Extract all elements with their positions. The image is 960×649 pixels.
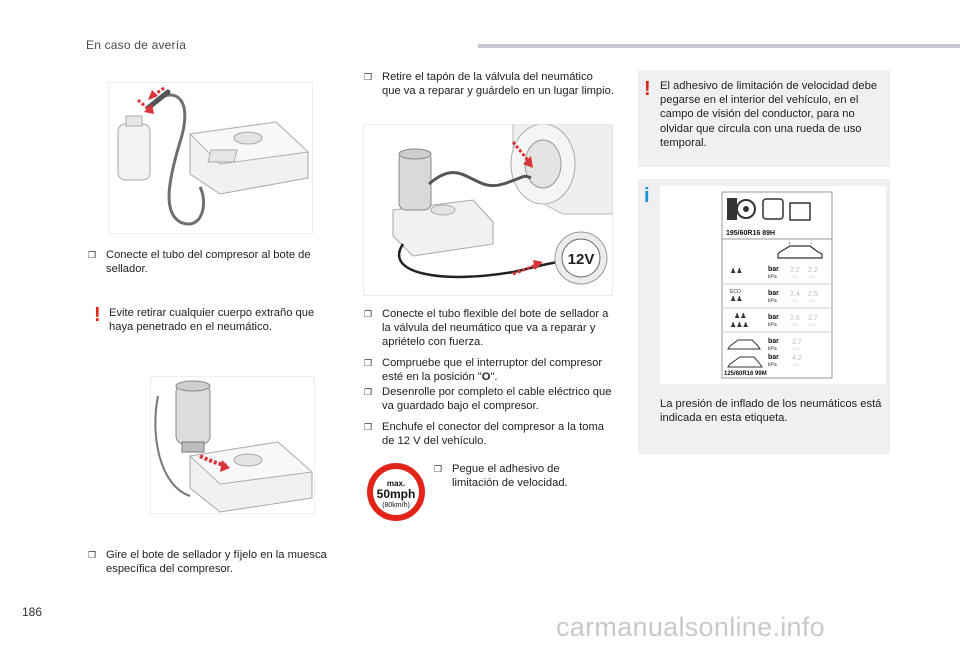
checkbox-bullet-icon: ❒ — [434, 464, 443, 474]
info-pressure-label: La presión de inflado de los neumáticos está indicada en esta etiqueta. — [660, 398, 882, 425]
sticker-kmh: (80km/h) — [382, 502, 410, 509]
svg-text:2.2: 2.2 — [790, 267, 800, 274]
tyre-size-main: 195/60R16 89H — [726, 230, 776, 237]
svg-text:2.2: 2.2 — [808, 267, 818, 274]
info-panel — [638, 179, 890, 454]
svg-text:4.2: 4.2 — [792, 355, 802, 362]
svg-text:2.6: 2.6 — [790, 315, 800, 322]
tyre-size-spare: 125/80R16 99M — [724, 371, 767, 377]
info-icon: i — [644, 185, 650, 207]
svg-text:♟♟: ♟♟ — [730, 296, 743, 303]
svg-text:420: 420 — [793, 362, 800, 367]
compressor-bottle-illustration — [108, 82, 313, 234]
step-unroll-cable: ❒ Desenrolle por completo el cable eléctrico que va guardado bajo el compresor. — [364, 386, 612, 413]
svg-text:kPa: kPa — [768, 298, 777, 304]
checkbox-bullet-icon: ❒ — [364, 387, 373, 397]
svg-text:bar: bar — [768, 266, 779, 273]
checkbox-bullet-icon: ❒ — [364, 309, 373, 319]
svg-text:240: 240 — [791, 298, 798, 303]
compressor-to-tyre-illustration — [363, 124, 613, 296]
step-apply-sticker: ❒ Pegue el adhesivo de limitación de velocidad. — [434, 463, 568, 490]
warning-icon: ! — [644, 78, 651, 100]
svg-text:↓: ↓ — [788, 240, 791, 246]
checkbox-bullet-icon: ❒ — [88, 250, 97, 260]
step-plug-12v: ❒ Enchufe el conector del compresor a la toma de 12 V del vehículo. — [364, 421, 605, 448]
svg-text:270: 270 — [793, 346, 800, 351]
svg-text:260: 260 — [791, 322, 798, 327]
speed-limit-sticker — [366, 462, 426, 522]
header-bar — [478, 44, 960, 48]
checkbox-bullet-icon: ❒ — [364, 72, 373, 82]
step-turn-bottle: ❒ Gire el bote de sellador y fíjelo en la muesca específica del compresor. — [88, 549, 327, 576]
svg-text:bar: bar — [768, 314, 779, 321]
svg-text:bar: bar — [768, 338, 779, 345]
svg-text:♟♟♟: ♟♟♟ — [730, 322, 749, 329]
step-check-switch: ❒ Compruebe que el interruptor del compresor esté en la posición "O". — [364, 357, 603, 384]
warning-icon: ! — [94, 304, 101, 326]
svg-text:220: 220 — [791, 274, 798, 279]
section-title: En caso de avería — [86, 38, 187, 52]
svg-text:kPa: kPa — [768, 362, 777, 368]
svg-text:270: 270 — [809, 322, 816, 327]
warning-foreign-body: Evite retirar cualquier cuerpo extraño que haya penetrado en el neumático. — [109, 307, 315, 334]
step-remove-valve-cap: ❒ Retire el tapón de la válvula del neumático que va a reparar y guárdelo en un lugar limpio. — [364, 71, 614, 98]
step-connect-tube: ❒ Conecte el tubo del compresor al bote de sellador. — [88, 249, 311, 276]
warning-sticker-placement: El adhesivo de limitación de velocidad debe pegarse en el interior del vehículo, en el campo de visión del conductor, para no olvidar que circula con una rueda de uso temporal. — [660, 80, 878, 149]
svg-text:2.7: 2.7 — [808, 315, 818, 322]
svg-text:2.5: 2.5 — [808, 291, 818, 298]
page-number: 186 — [22, 605, 43, 619]
svg-text:ECO: ECO — [730, 289, 741, 295]
tyre-pressure-label — [660, 186, 886, 384]
sticker-speed: 50mph — [376, 487, 416, 501]
svg-text:kPa: kPa — [768, 274, 777, 280]
svg-text:220: 220 — [809, 274, 816, 279]
svg-text:bar: bar — [768, 290, 779, 297]
step-connect-hose: ❒ Conecte el tubo flexible del bote de sellador a la válvula del neumático que va a reparar y apriételo con fuerza. — [364, 308, 609, 349]
svg-text:250: 250 — [809, 298, 816, 303]
socket-12v-label: 12V — [567, 251, 595, 268]
bottle-on-compressor-illustration — [150, 376, 315, 514]
svg-text:2.4: 2.4 — [790, 291, 800, 298]
svg-text:2.7: 2.7 — [792, 339, 802, 346]
svg-text:↓: ↓ — [810, 240, 813, 246]
sticker-max: max. — [386, 479, 406, 488]
checkbox-bullet-icon: ❒ — [364, 422, 373, 432]
svg-text:kPa: kPa — [768, 346, 777, 352]
checkbox-bullet-icon: ❒ — [364, 358, 373, 368]
svg-text:kPa: kPa — [768, 322, 777, 328]
checkbox-bullet-icon: ❒ — [88, 550, 97, 560]
svg-text:bar: bar — [768, 354, 779, 361]
svg-text:♟♟: ♟♟ — [734, 313, 747, 320]
warning-panel — [638, 70, 890, 167]
watermark: carmanualsonline.info — [556, 612, 825, 642]
svg-text:♟♟: ♟♟ — [730, 268, 743, 275]
